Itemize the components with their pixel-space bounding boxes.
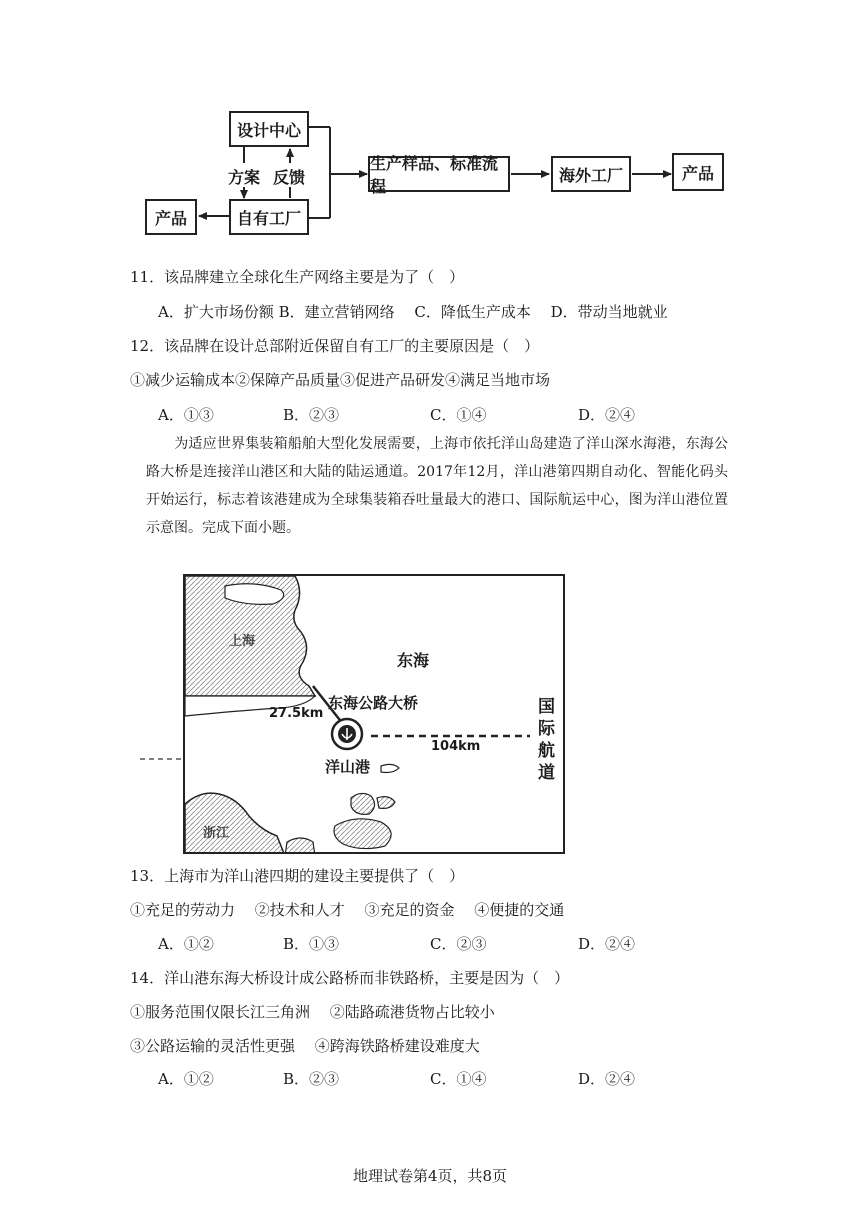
page-footer: 地理试卷第4页，共8页 bbox=[352, 1167, 508, 1185]
overseas-factory-box: 海外工厂 bbox=[551, 156, 631, 192]
question-14-option-b: B．②③ bbox=[283, 1070, 340, 1088]
question-14-stem: 14．洋山港东海大桥设计成公路桥而非铁路桥，主要是因为（ ） bbox=[130, 969, 570, 987]
question-14-option-a: A．①② bbox=[158, 1070, 214, 1088]
island bbox=[381, 764, 399, 772]
question-14-option-c: C．①④ bbox=[430, 1070, 487, 1088]
shanghai-label: 上海 bbox=[229, 634, 256, 649]
question-13-option-b: B．①③ bbox=[283, 935, 340, 953]
question-13-option-d: D．②④ bbox=[578, 935, 636, 953]
question-14-option-d: D．②④ bbox=[578, 1070, 636, 1088]
reading-passage-text: 为适应世界集装箱船舶大型化发展需要，上海市依托洋山岛建造了洋山深水海港，东海公路大桥是连接洋山港区和大陆的陆运通道。2017年12月，洋山港第四期自动化、智能化码头开始运行，标志着该港建成为全球集装箱吞吐量最大的港口、国际航运中心，图为洋山港位置示意图。完成下面小题。 bbox=[146, 436, 728, 536]
plan-label: 方案 bbox=[228, 168, 261, 187]
map-outside-dash bbox=[140, 756, 184, 762]
question-13-stem: 13．上海市为洋山港四期的建设主要提供了（ ） bbox=[130, 867, 465, 885]
island bbox=[351, 793, 375, 814]
bridge-distance-label: 27.5km bbox=[269, 706, 324, 721]
product-left-box: 产品 bbox=[145, 199, 197, 235]
question-13-items: ①充足的劳动力 ②技术和人才 ③充足的资金 ④便捷的交通 bbox=[130, 901, 565, 919]
reading-passage bbox=[146, 430, 728, 542]
question-14-items-line-1: ①服务范围仅限长江三角洲 ②陆路疏港货物占比较小 bbox=[130, 1003, 495, 1021]
question-12-option-b: B．②③ bbox=[283, 406, 340, 424]
zhejiang-label: 浙江 bbox=[203, 826, 230, 841]
yangshan-port-label: 洋山港 bbox=[325, 758, 371, 776]
question-12-option-c: C．①④ bbox=[430, 406, 487, 424]
question-13-option-a: A．①② bbox=[158, 935, 214, 953]
design-center-box: 设计中心 bbox=[229, 111, 309, 147]
island bbox=[334, 819, 391, 849]
flowchart-connectors bbox=[0, 0, 860, 250]
question-11-stem: 11．该品牌建立全球化生产网络主要是为了（ ） bbox=[130, 268, 465, 286]
question-12-option-d: D．②④ bbox=[578, 406, 636, 424]
product-right-box: 产品 bbox=[672, 153, 724, 191]
samples-box: 生产样品、标准流程 bbox=[368, 156, 510, 192]
feedback-label: 反馈 bbox=[273, 168, 306, 187]
question-13-option-c: C．②③ bbox=[430, 935, 487, 953]
island bbox=[377, 797, 395, 809]
international-route-label: 国际航道 bbox=[538, 697, 555, 783]
own-factory-box: 自有工厂 bbox=[229, 199, 309, 235]
island bbox=[285, 838, 315, 854]
question-12-stem: 12．该品牌在设计总部附近保留自有工厂的主要原因是（ ） bbox=[130, 337, 540, 355]
bridge-label: 东海公路大桥 bbox=[328, 694, 419, 712]
map-graphic bbox=[185, 576, 565, 854]
question-12-option-a: A．①③ bbox=[158, 406, 214, 424]
question-11-options: A．扩大市场份额 B．建立营销网络 C．降低生产成本 D．带动当地就业 bbox=[158, 303, 668, 321]
question-12-items: ①减少运输成本②保障产品质量③促进产品研发④满足当地市场 bbox=[130, 371, 551, 389]
route-distance-label: 104km bbox=[431, 739, 481, 754]
question-14-items-line-2: ③公路运输的灵活性更强 ④跨海铁路桥建设难度大 bbox=[130, 1037, 480, 1055]
east-sea-label: 东海 bbox=[397, 651, 430, 670]
zhejiang-landmass bbox=[185, 793, 285, 854]
yangshan-port-map bbox=[183, 574, 565, 854]
